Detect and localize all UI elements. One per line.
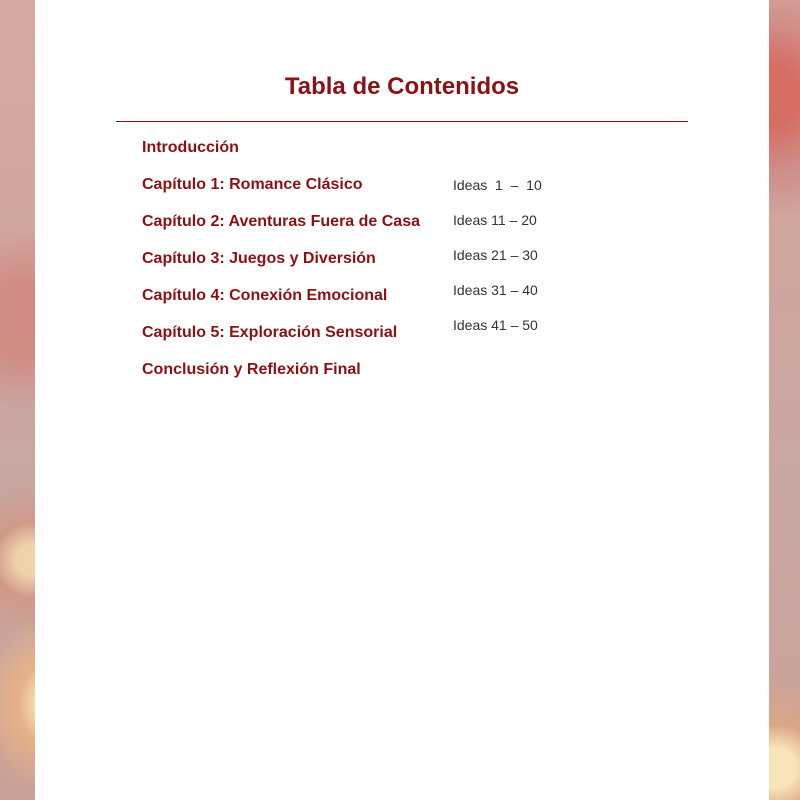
- toc-range-chapter-4: Ideas 31 – 40: [453, 282, 538, 298]
- table-of-contents: [142, 0, 702, 800]
- toc-entry-chapter-4[interactable]: Capítulo 4: Conexión Emocional: [142, 287, 388, 304]
- page-title: Tabla de Contenidos: [284, 73, 520, 100]
- toc-entry-introduction[interactable]: Introducción: [142, 139, 239, 156]
- toc-range-chapter-2: Ideas 11 – 20: [453, 212, 537, 228]
- document-page: [35, 0, 769, 800]
- toc-range-chapter-5: Ideas 41 – 50: [453, 317, 538, 333]
- toc-entry-chapter-3[interactable]: Capítulo 3: Juegos y Diversión: [142, 250, 376, 267]
- toc-entry-chapter-1[interactable]: Capítulo 1: Romance Clásico: [142, 176, 363, 193]
- toc-entry-conclusion[interactable]: Conclusión y Reflexión Final: [142, 361, 361, 378]
- toc-entry-chapter-2[interactable]: Capítulo 2: Aventuras Fuera de Casa: [142, 213, 420, 230]
- toc-range-chapter-3: Ideas 21 – 30: [453, 247, 538, 263]
- toc-range-chapter-1: Ideas 1 – 10: [453, 177, 542, 193]
- toc-entry-chapter-5[interactable]: Capítulo 5: Exploración Sensorial: [142, 324, 398, 341]
